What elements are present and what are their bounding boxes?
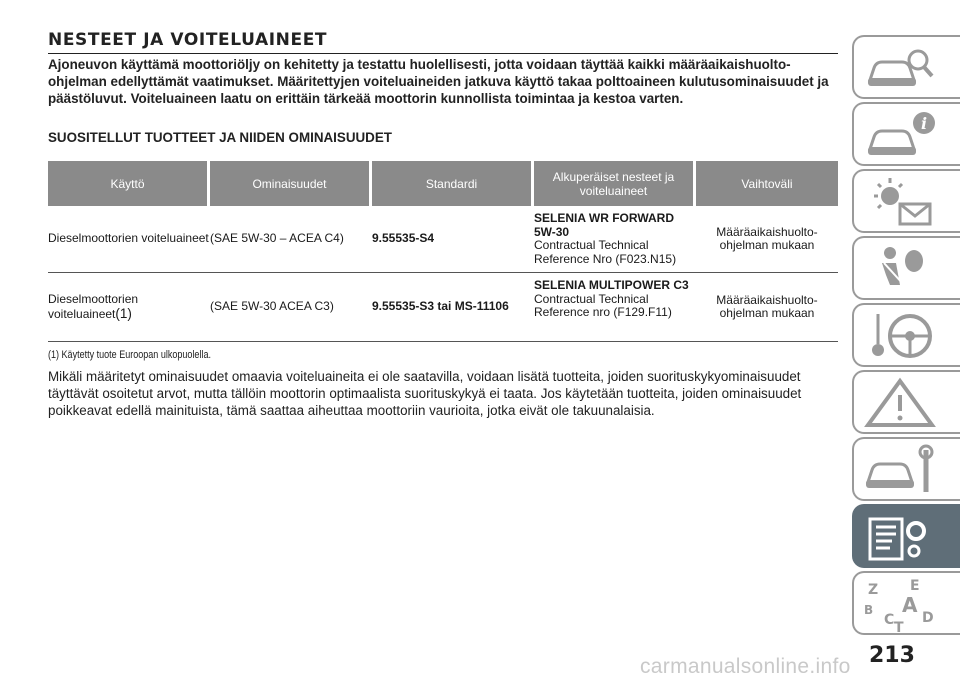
table-header-row: [48, 161, 838, 206]
header-interval: Vaihtoväli: [696, 161, 838, 206]
product-name: SELENIA MULTIPOWER C3: [534, 278, 689, 292]
letter-b: B: [864, 603, 874, 617]
intro-paragraph: Ajoneuvon käyttämä moottoriöljy on kehitetty ja testattu huolellisesti, jotta voidaan täyttää kaikki määräaikaishuolto-ohjelman edellyttämät vaatimukset. Määritettyjen voiteluaineiden jatkuva käyttö takaa polttoaineen kulutusominaisuudet ja päästöluvut. Voiteluaineen laatu on erittäin tärkeää moottorin kunnollista toimintaa ja kestoa varten.: [48, 57, 829, 106]
tab-car-magnifier[interactable]: [852, 35, 960, 99]
use-text: Dieselmoottorien voiteluaineet: [48, 231, 209, 246]
warning-triangle-icon: [860, 375, 940, 431]
footnote: (1) Käytetty tuote Euroopan ulkopuolella.: [48, 349, 211, 361]
letter-e: E: [910, 578, 920, 594]
tab-specifications[interactable]: [852, 504, 960, 568]
cell-interval: Määräaikaishuolto-ohjelman mukaan: [716, 292, 818, 320]
product-name: SELENIA WR FORWARD 5W-30: [534, 211, 674, 239]
tab-airbag[interactable]: [852, 236, 960, 300]
header-use: Käyttö: [48, 161, 207, 206]
specs-gear-icon: [860, 509, 940, 565]
warning-lights-message-icon: [860, 174, 940, 230]
tab-car-wrench[interactable]: [852, 437, 960, 501]
table-row: [48, 273, 838, 342]
cell-standard: 9.55535-S4: [372, 231, 435, 246]
tab-warning-lights[interactable]: [852, 169, 960, 233]
cell-properties: (SAE 5W-30 ACEA C3): [210, 299, 334, 314]
header-properties: Ominaisuudet: [210, 161, 369, 206]
cell-product: [534, 273, 696, 341]
letter-z: Z: [868, 582, 879, 598]
use-label: Dieselmoottorien voiteluaineet: [48, 292, 139, 321]
car-magnifier-icon: [860, 40, 940, 96]
car-wrench-icon: [860, 442, 940, 498]
table-row: [48, 206, 838, 273]
tab-alphabetical-index[interactable]: [852, 571, 960, 635]
alphabet-index-icon: [860, 576, 940, 632]
letter-a: A: [902, 593, 918, 617]
watermark: carmanualsonline.info: [640, 655, 851, 678]
cell-standard: 9.55535-S3 tai MS-11106: [372, 299, 509, 314]
product-reference: Contractual Technical Reference nro (F129.F11): [534, 291, 672, 319]
cell-product: [534, 206, 696, 272]
use-text: [48, 293, 210, 321]
section-title: NESTEET JA VOITELUAINEET: [48, 30, 838, 54]
airbag-seatbelt-icon: [860, 241, 940, 297]
svg-text:i: i: [920, 114, 928, 133]
cell-use: [48, 206, 210, 272]
tab-steering[interactable]: [852, 303, 960, 367]
cell-properties: (SAE 5W-30 – ACEA C4): [210, 231, 344, 246]
steering-key-icon: [860, 308, 940, 364]
tab-car-info[interactable]: [852, 102, 960, 166]
cell-use: [48, 273, 210, 341]
letter-d: D: [922, 610, 934, 626]
footnote-ref: (1): [115, 305, 132, 321]
tab-warning-triangle[interactable]: [852, 370, 960, 434]
header-products: Alkuperäiset nesteet ja voiteluaineet: [534, 161, 693, 206]
product-reference: Contractual Technical Reference Nro (F023.N15): [534, 238, 677, 266]
letter-c: C: [884, 612, 895, 628]
letter-t: T: [894, 620, 904, 632]
table-heading: SUOSITELLUT TUOTTEET JA NIIDEN OMINAISUUDET: [48, 130, 392, 145]
cell-interval: Määräaikaishuolto-ohjelman mukaan: [716, 224, 818, 252]
lubricant-table: [48, 161, 838, 342]
note-paragraph: Mikäli määritetyt ominaisuudet omaavia voiteluaineita ei ole saatavilla, voidaan lisätä tuotteita, joiden suorituskykyominaisuudet täyttävät osoitetut arvot, mutta tällöin moottorin optimaalista suorituskykyä ei taata. Jos käytetään tuotteita, joiden ominaisuudet poikkeavat edellä mainituista, tämä saattaa aiheuttaa moottoriin vaurioita, jotka eivät ole takuunalaisia.: [48, 369, 802, 418]
header-standard: Standardi: [372, 161, 531, 206]
car-info-icon: [860, 107, 940, 163]
page-number: 213: [869, 643, 915, 668]
